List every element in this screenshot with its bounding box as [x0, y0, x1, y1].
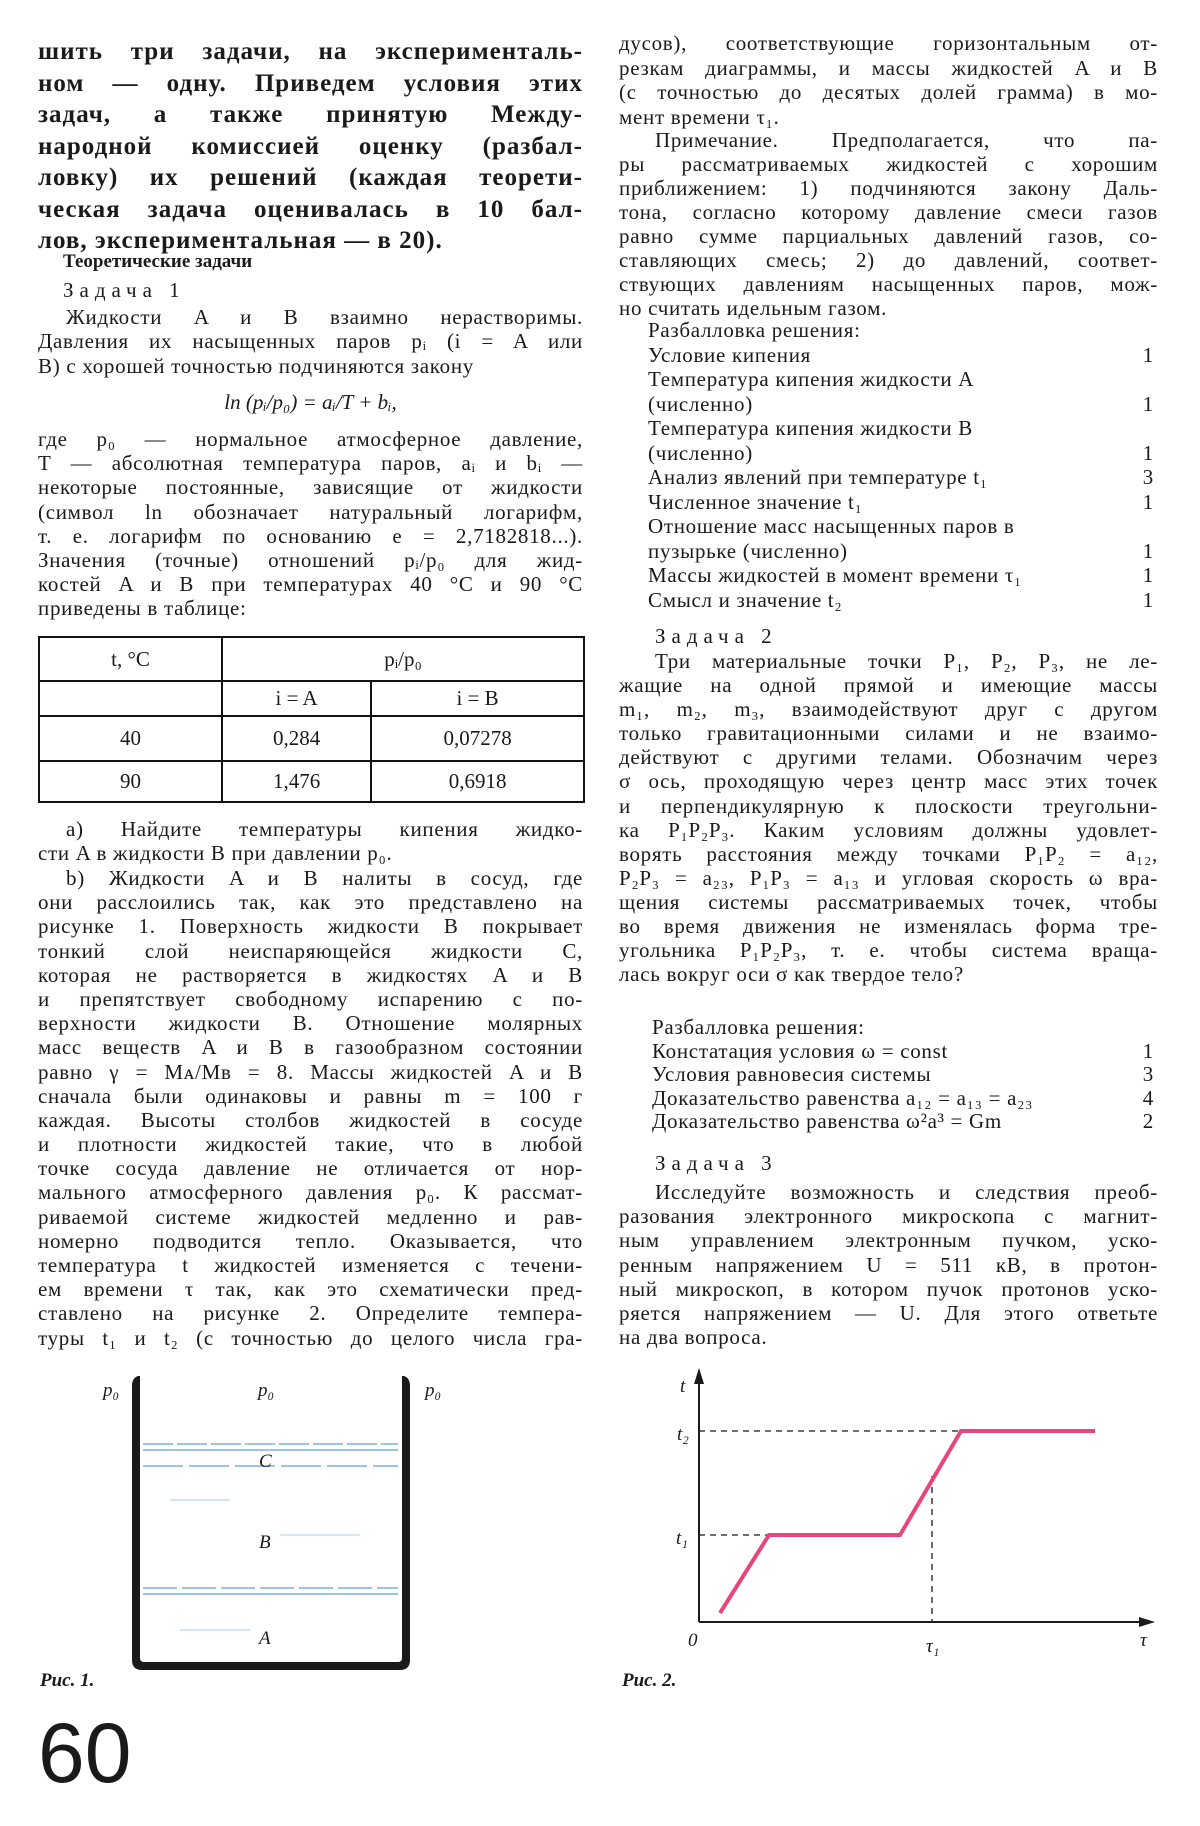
score-points: 1 [1142, 489, 1154, 514]
section-heading: Теоретические задачи [63, 251, 253, 272]
text-line: Примечание. Предполагается, что па- [655, 128, 1158, 152]
scoring-title [652, 1016, 1154, 1040]
task1-paragraph-1 [38, 305, 583, 378]
scoring-item [652, 1087, 1154, 1111]
text-line: B) с хорошей точностью подчиняются закону [38, 353, 474, 378]
text-line: и перпендикулярную к плоскости треугольни- [619, 793, 1158, 818]
score-label: Условия равновесия системы [652, 1062, 932, 1087]
cell-a: 0,284 [222, 716, 371, 761]
text-line: Жидкости A и B взаимно нерастворимы. [66, 305, 583, 329]
score-points: 1 [1142, 440, 1154, 465]
scoring-item [648, 490, 1154, 515]
task1-note [619, 128, 1158, 320]
text-line: но считать идельным газом. [619, 296, 888, 320]
text-line: они расслоились так, как это представлено на [38, 890, 583, 915]
figure-2-caption: Рис. 2. [622, 1670, 677, 1691]
score-points: 1 [1142, 1038, 1154, 1063]
score-label: Доказательство равенства a₁₂ = a₁₃ = a₂₃ [652, 1085, 1034, 1110]
text-line: некоторые постоянные, зависящие от жидкости [38, 475, 583, 500]
task1-scoring [648, 318, 1154, 612]
x-axis-arrow-icon [1139, 1617, 1155, 1627]
text-line: ка P₁P₂P₃. Каким условиям должны удовлет- [619, 817, 1158, 842]
intro-paragraph [38, 36, 583, 257]
text-line: костей A и B при температурах 40 °C и 90 °C [38, 572, 583, 597]
task3-paragraph [619, 1180, 1158, 1349]
text-line: дусов), соответствующие горизонтальным от- [619, 31, 1158, 55]
label-layer-c: C [259, 1451, 272, 1472]
x-axis-label: τ [1140, 1630, 1147, 1651]
cell-t: 40 [39, 716, 222, 761]
text-line: лов, экспериментальная — в 20). [38, 227, 443, 254]
text-line: лась вокруг оси σ как твердое тело? [619, 962, 964, 987]
score-points: 4 [1142, 1085, 1154, 1110]
scoring-item [648, 343, 1154, 368]
text-line: (с точностью до десятых долей грамма) в мо- [619, 80, 1158, 105]
header-i-b: i = B [371, 681, 584, 716]
scoring-item [648, 514, 1154, 539]
text-line: ствующих давлениям насыщенных паров, мож- [619, 272, 1158, 296]
text-line: b) Жидкости A и B налиты в сосуд, где [66, 866, 583, 890]
text-line: P₂P₃ = a₂₃, P₁P₃ = a₁₃ и угловая скорость ω вра- [619, 865, 1158, 890]
score-label: Разбалловка решения: [648, 318, 861, 342]
score-points: 3 [1142, 465, 1154, 489]
scoring-item [652, 1040, 1154, 1064]
scoring-item [648, 416, 1154, 441]
text-line: разования электронного микроскопа с магнит- [619, 1204, 1158, 1229]
text-line: ный микроскоп, в котором пучок протонов уско- [619, 1276, 1158, 1301]
table-row [39, 761, 584, 802]
score-label: Доказательство равенства ω²a³ = Gm [652, 1109, 1002, 1134]
score-label: пузырьке (численно) [648, 538, 848, 563]
text-line: ставлено на рисунке 2. Определите темпера- [38, 1301, 583, 1326]
score-label: (численно) [648, 440, 753, 465]
score-points: 1 [1142, 342, 1154, 367]
text-line: m₁, m₂, m₃, взаимодействуют друг с другом [619, 697, 1158, 722]
score-points: 1 [1142, 587, 1154, 612]
text-line: народной комиссией оценку (разбал- [38, 132, 583, 160]
text-line: резкам диаграммы, и массы жидкостей A и B [619, 55, 1158, 80]
text-line: масс веществ A и B в газообразном состоянии [38, 1035, 583, 1060]
score-label: Разбалловка решения: [652, 1015, 865, 1039]
label-layer-b: B [259, 1532, 271, 1553]
text-line: каждая. Высоты столбов жидкостей в сосуде [38, 1107, 583, 1132]
figure-1-caption: Рис. 1. [40, 1670, 95, 1691]
text-line: Три материальные точки P₁, P₂, P₃, не ле- [655, 649, 1158, 673]
t1-label: t₁ [676, 1528, 688, 1549]
score-label: Анализ явлений при температуре t₁ [648, 465, 988, 489]
text-line: жащие на одной прямой и имеющие массы [619, 673, 1158, 698]
text-line: равно сумме парциальных давлений газов, со- [619, 224, 1158, 248]
text-line: верхности жидкости B. Отношение молярных [38, 1011, 583, 1036]
figure-2-temperature-graph [600, 1360, 1200, 1680]
score-points: 1 [1142, 538, 1154, 563]
text-line: ем времени τ так, как это схематически пред- [38, 1277, 583, 1302]
t2-label: t₂ [677, 1424, 689, 1445]
score-label: Констатация условия ω = const [652, 1038, 949, 1063]
scoring-item [648, 539, 1154, 564]
text-line: σ ось, проходящую через центр масс этих точек [619, 769, 1158, 794]
text-line: мент времени τ₁. [619, 105, 780, 130]
score-label: Температура кипения жидкости B [648, 416, 973, 440]
text-line: действуют с другими телами. Обозначим через [619, 745, 1158, 770]
task1-question-a [38, 817, 583, 865]
score-points: 1 [1142, 391, 1154, 416]
cell-b: 0,07278 [371, 716, 584, 761]
text-line: (символ ln обозначает натуральный логарифм, [38, 499, 583, 524]
text-line: a) Найдите температуры кипения жидко- [66, 817, 583, 841]
cell-b: 0,6918 [371, 761, 584, 802]
score-points: 3 [1142, 1062, 1154, 1087]
task1-question-b-continued [619, 31, 1158, 130]
label-p0-middle: p₀ [258, 1380, 275, 1401]
vessel-outline [132, 1376, 410, 1670]
score-label: Температура кипения жидкости A [648, 367, 975, 391]
text-line: задач, а также принятую Между- [38, 101, 583, 128]
page-number: 60 [38, 1706, 132, 1800]
text-line: сначала были одинаковы и равны m = 100 г [38, 1083, 583, 1108]
task1-paragraph-2 [38, 427, 583, 621]
text-line: T — абсолютная температура паров, aᵢ и bᵢ — [38, 451, 583, 476]
scoring-title [648, 318, 1154, 343]
text-line: сти A в жидкости B при давлении p₀. [38, 841, 393, 866]
task3-title: Задача 3 [655, 1151, 778, 1175]
text-line: равно γ = Mᴀ/Mʙ = 8. Массы жидкостей A и B [38, 1059, 583, 1084]
scoring-item [648, 563, 1154, 588]
scoring-item [648, 465, 1154, 490]
score-label: Условие кипения [648, 342, 812, 367]
temperature-curve [720, 1431, 1095, 1613]
text-line: ном — одну. Приведем условия этих [38, 69, 583, 97]
task2-paragraph [619, 649, 1158, 986]
text-line: т. е. логарифм по основанию e = 2,7182818...). [38, 523, 583, 548]
header-temperature: t, °C [39, 637, 222, 681]
formula: ln (pᵢ/p₀) = aᵢ/T + bᵢ, [224, 390, 397, 414]
text-line: только гравитационными силами и не взаимо- [619, 721, 1158, 746]
text-line: температура t жидкостей изменяется с течени- [38, 1253, 583, 1277]
text-line: риваемой системе жидкостей медленно и рав- [38, 1204, 583, 1229]
label-p0-right: p₀ [425, 1380, 442, 1401]
guide-lines [699, 1431, 961, 1622]
header-i-a: i = A [222, 681, 371, 716]
score-label: (численно) [648, 391, 753, 416]
score-label: Численное значение t₁ [648, 489, 863, 514]
score-label: Массы жидкостей в момент времени τ₁ [648, 563, 1023, 587]
label-layer-a: A [259, 1628, 271, 1649]
text-line: шить три задачи, на эксперименталь- [38, 38, 583, 65]
text-line: ры рассматриваемых жидкостей с хорошим [619, 152, 1158, 176]
text-line: где p₀ — нормальное атмосферное давление, [38, 427, 583, 451]
text-line: и препятствует свободному испарению с по- [38, 986, 583, 1011]
text-line: ставляющих смесь; 2) до давлений, соответ- [619, 248, 1158, 272]
text-line: точке сосуда давление не отличается от нор- [38, 1156, 583, 1181]
scoring-item [648, 441, 1154, 466]
text-line: ренным напряжением U = 511 кВ, в протон- [619, 1252, 1158, 1277]
score-label: Смысл и значение t₂ [648, 587, 843, 612]
text-line: ным управлением электронным пучком, уско- [619, 1228, 1158, 1253]
text-line: Исследуйте возможность и следствия преоб- [655, 1180, 1158, 1204]
text-line: ворять расстояния между точками P₁P₂ = a₁₂, [619, 841, 1158, 866]
label-p0-left: p₀ [103, 1380, 120, 1401]
task1-question-b [38, 866, 583, 1350]
task2-title: Задача 2 [655, 624, 778, 648]
score-points: 2 [1142, 1109, 1154, 1134]
text-line: туры t₁ и t₂ (с точностью до целого числа гра- [38, 1325, 583, 1350]
text-line: на два вопроса. [619, 1325, 768, 1350]
text-line: щения системы рассматриваемых точек, чтобы [619, 889, 1158, 914]
figure-1-vessel [0, 1360, 600, 1680]
y-axis-arrow-icon [694, 1368, 704, 1384]
text-line: ческая задача оценивалась в 10 бал- [38, 195, 583, 223]
scoring-item [648, 588, 1154, 613]
text-line: и плотности жидкостей такие, что в любой [38, 1132, 583, 1157]
score-points: 1 [1142, 563, 1154, 587]
text-line: рисунке 1. Поверхность жидкости B покрывает [38, 914, 583, 939]
task2-scoring [652, 1016, 1154, 1134]
task1-title: Задача 1 [63, 278, 186, 302]
scoring-item [648, 392, 1154, 417]
scoring-item [652, 1063, 1154, 1087]
text-line: Давления их насыщенных паров pᵢ (i = A или [38, 329, 583, 354]
scoring-item [652, 1110, 1154, 1134]
pressure-ratio-table [38, 636, 585, 803]
text-line: тонкий слой неиспаряющейся жидкости C, [38, 938, 583, 963]
cell-t: 90 [39, 761, 222, 802]
text-line: во время движения не изменялась форма тре- [619, 914, 1158, 939]
y-axis-label: t [680, 1376, 686, 1397]
text-line: ловку) их решений (каждая теорети- [38, 164, 583, 191]
score-label: Отношение масс насыщенных паров в [648, 514, 1015, 538]
table-row [39, 716, 584, 761]
empty-cell [39, 681, 222, 716]
cell-a: 1,476 [222, 761, 371, 802]
text-line: тона, согласно которому давление смеси газов [619, 200, 1158, 224]
text-line: приведены в таблице: [38, 596, 247, 621]
text-line: Значения (точные) отношений pᵢ/p₀ для жид- [38, 547, 583, 572]
origin-label: 0 [688, 1630, 698, 1651]
text-line: угольника P₁P₂P₃, т. е. чтобы система враща- [619, 938, 1158, 963]
text-line: ряется напряжением — U. Для этого ответьте [619, 1300, 1158, 1325]
text-line: приближением: 1) подчиняются закону Даль- [619, 176, 1158, 200]
text-line: мального атмосферного давления p₀. К рассмат- [38, 1180, 583, 1205]
header-ratio: pᵢ/p₀ [222, 637, 584, 681]
tau1-label: τ₁ [926, 1636, 940, 1657]
text-line: которая не растворяется в жидкостях A и B [38, 962, 583, 987]
scoring-item [648, 367, 1154, 392]
text-line: номерно подводится тепло. Оказывается, что [38, 1228, 583, 1253]
